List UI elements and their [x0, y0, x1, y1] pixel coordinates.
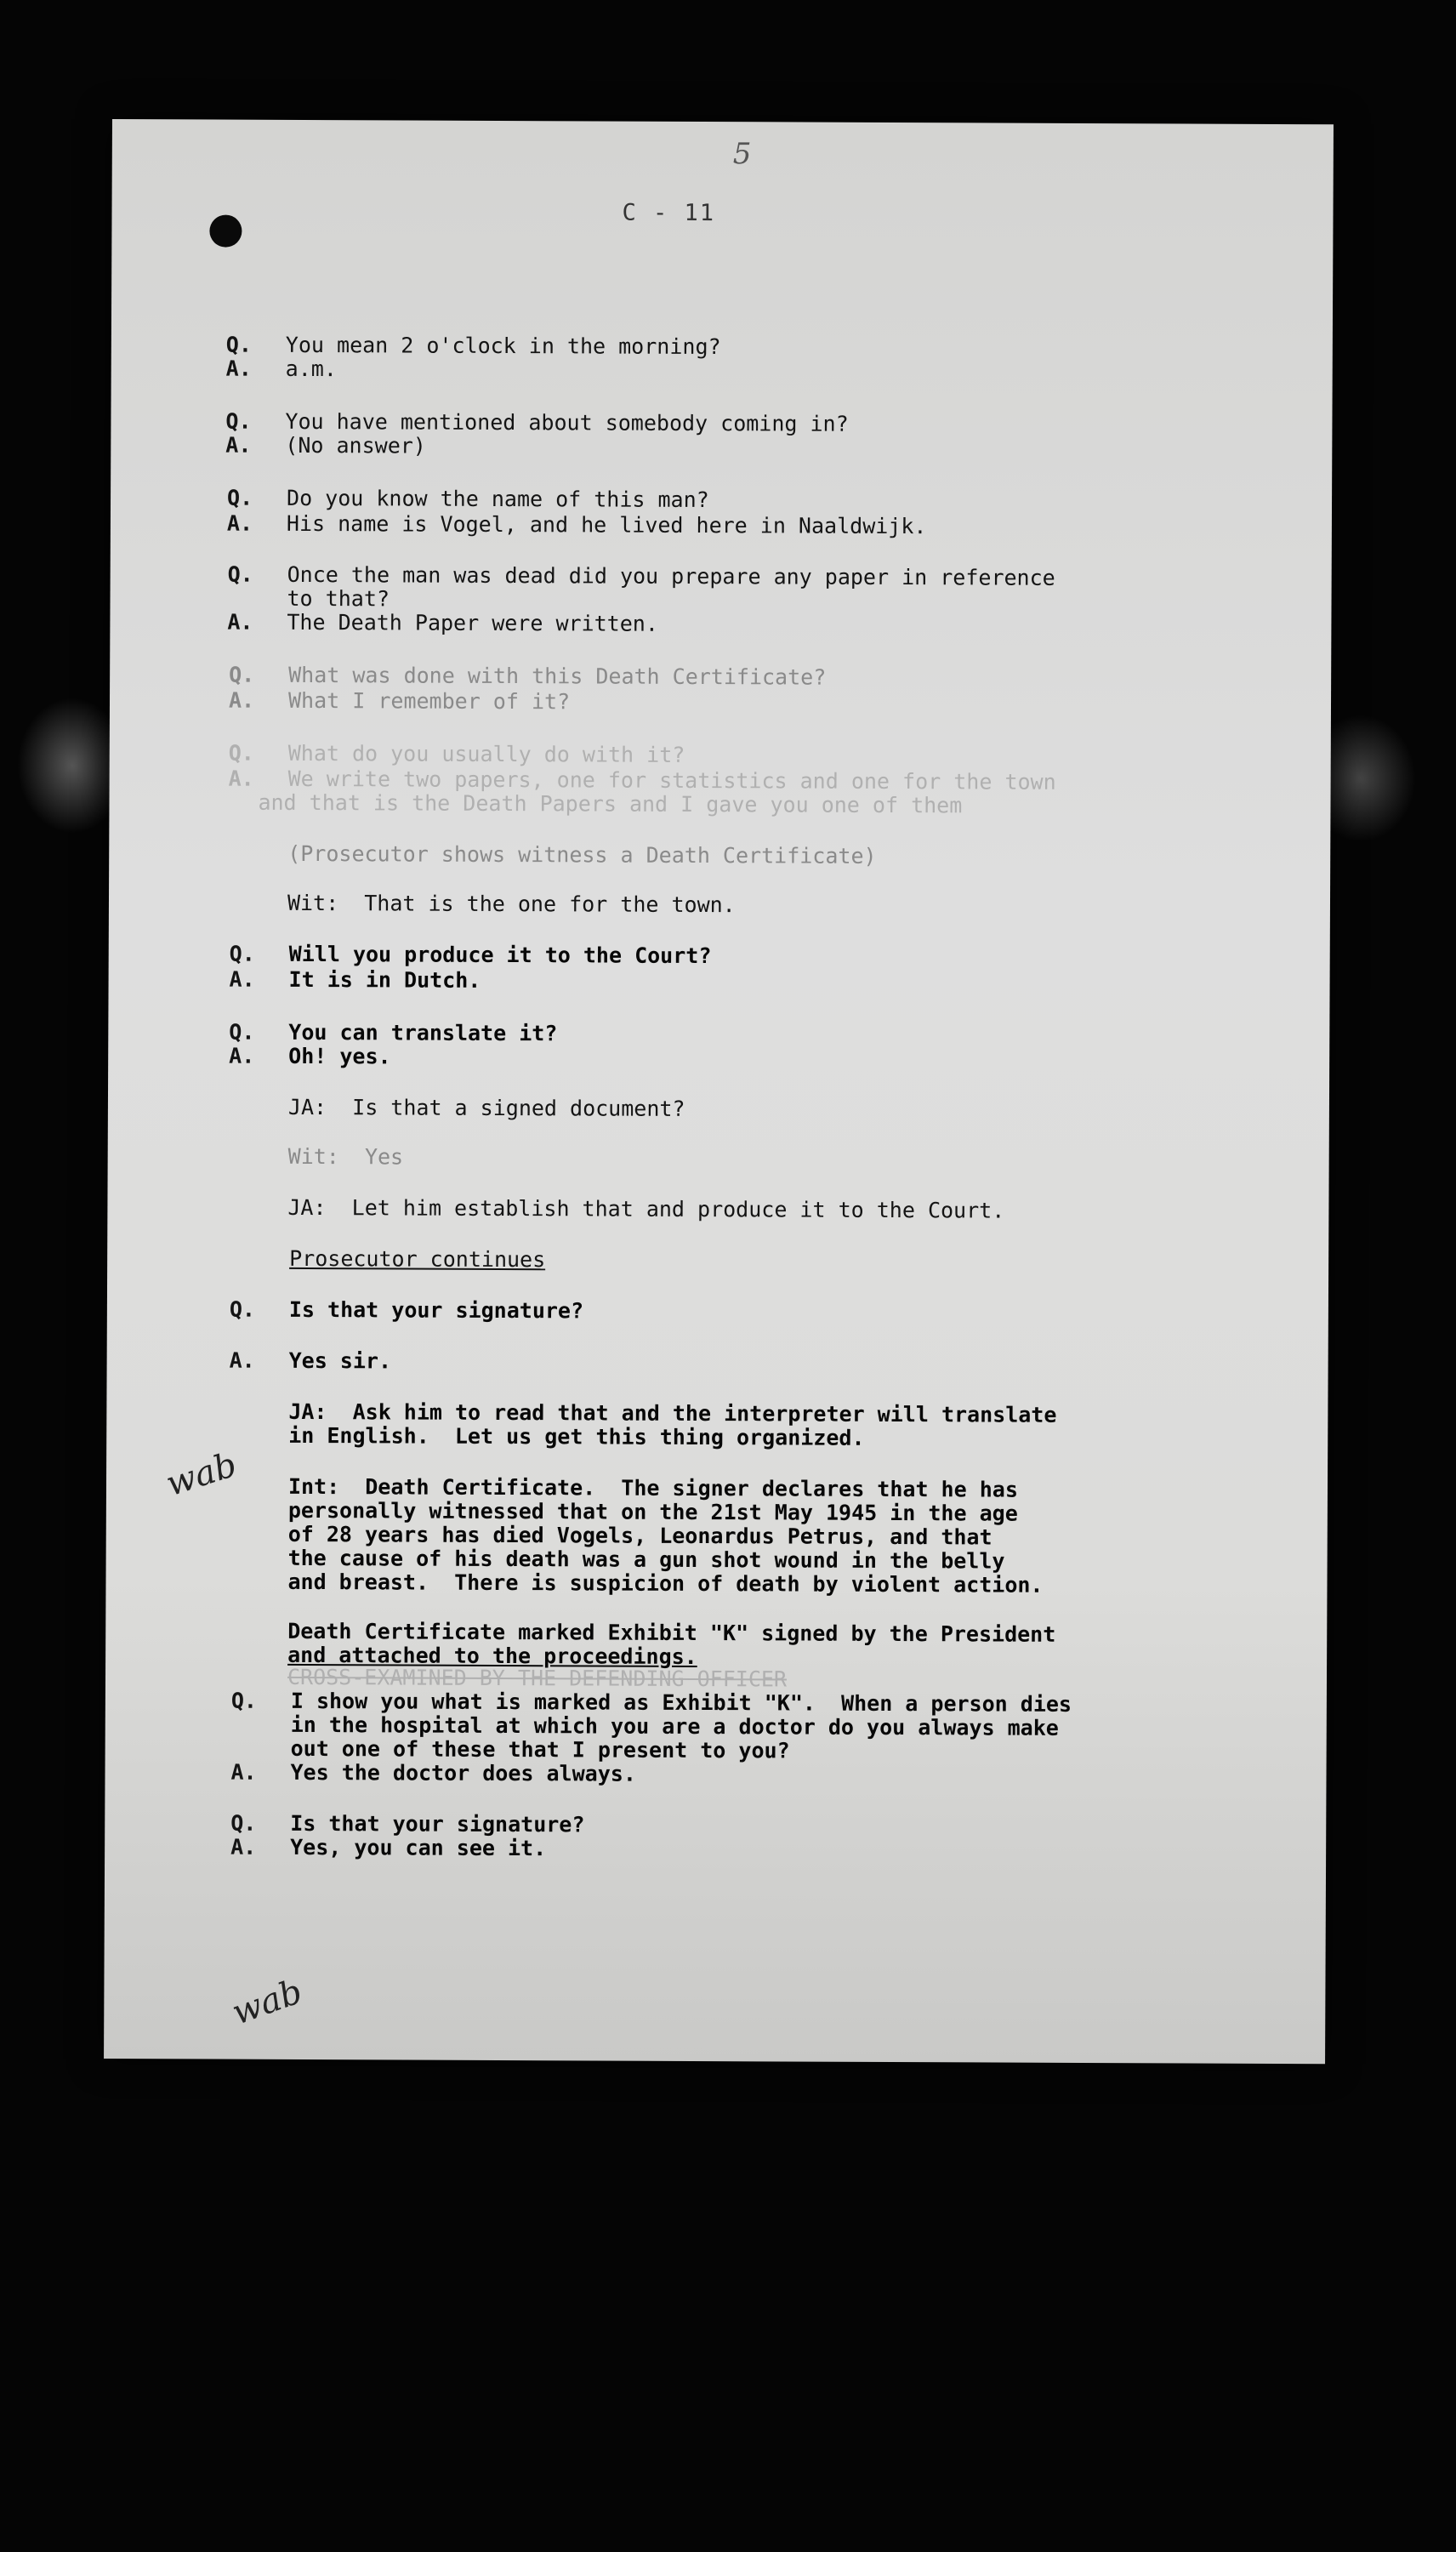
a-marker: A. [226, 510, 253, 536]
q-marker: Q. [230, 1688, 258, 1713]
q-marker: Q. [229, 941, 255, 966]
question-line: Once the man was dead did you prepare any paper in reference [287, 561, 1055, 590]
punch-hole [209, 215, 242, 248]
handwritten-page-number: 5 [732, 137, 752, 172]
question-line: Will you produce it to the Court? [288, 941, 712, 969]
interpreter-line: of 28 years has died Vogels, Leonardus Petrus, and that [287, 1521, 992, 1550]
a-marker: A. [225, 432, 252, 458]
q-marker: Q. [229, 1019, 255, 1045]
q-marker: Q. [225, 332, 253, 357]
page-identifier: C - 11 [622, 199, 716, 227]
q-marker: Q. [225, 408, 252, 434]
question-line: I show you what is marked as Exhibit "K". When a person dies [290, 1688, 1072, 1717]
a-marker: A. [225, 356, 252, 381]
interpreter-line: the cause of his death was a gun shot wound in the belly [287, 1545, 1005, 1574]
answer-line: Yes sir. [288, 1347, 392, 1374]
answer-line: It is in Dutch. [288, 966, 481, 993]
section-heading: Prosecutor continues [289, 1245, 546, 1273]
stage-direction: (Prosecutor shows witness a Death Certificate) [287, 840, 877, 869]
question-line: What was done with this Death Certificate? [288, 662, 827, 690]
judge-advocate-line: in English. Let us get this thing organized. [288, 1422, 865, 1450]
answer-line: Yes, you can see it. [290, 1834, 547, 1861]
handwritten-initials: wab [162, 1444, 242, 1505]
answer-line: (No answer) [285, 432, 426, 459]
question-continuation: to that? [287, 585, 390, 612]
judge-advocate-line: JA: Ask him to read that and the interpreter will translate [288, 1398, 1057, 1427]
answer-line: a.m. [285, 356, 338, 382]
question-line: You mean 2 o'clock in the morning? [285, 332, 721, 360]
question-line: Is that your signature? [290, 1810, 585, 1837]
answer-line: Yes the doctor does always. [290, 1759, 636, 1786]
answer-line: The Death Paper were written. [287, 609, 658, 636]
a-marker: A. [229, 1347, 255, 1373]
question-line: You have mentioned about somebody coming in? [285, 408, 849, 436]
answer-line: His name is Vogel, and he lived here in Naaldwijk. [286, 510, 927, 539]
a-marker: A. [230, 1834, 257, 1860]
q-marker: Q. [230, 1810, 257, 1836]
question-line: Is that your signature? [288, 1296, 584, 1324]
struck-heading: CROSS-EXAMINED BY THE DEFENDING OFFICER [287, 1664, 788, 1692]
interpreter-line: and breast. There is suspicion of death by violent action. [287, 1569, 1044, 1598]
question-continuation: in the hospital at which you are a doctor do you always make [290, 1712, 1059, 1740]
q-marker: Q. [227, 561, 253, 587]
judge-advocate-line: JA: Let him establish that and produce it to the Court. [287, 1194, 1005, 1223]
interpreter-line: Int: Death Certificate. The signer declares that he has [287, 1473, 1018, 1502]
a-marker: A. [227, 609, 253, 635]
answer-continuation: and that is the Death Papers and I gave you one of them [258, 789, 963, 818]
answer-line: What I remember of it? [287, 687, 571, 715]
q-marker: Q. [229, 1296, 256, 1322]
a-marker: A. [229, 1043, 255, 1068]
exhibit-note: and attached to the proceedings. [287, 1642, 697, 1670]
document-page [104, 119, 1334, 2064]
judge-advocate-line: JA: Is that a signed document? [287, 1094, 685, 1121]
q-marker: Q. [228, 740, 254, 766]
witness-line: Wit: That is the one for the town. [287, 890, 736, 918]
a-marker: A. [228, 687, 255, 713]
answer-line: Oh! yes. [288, 1043, 391, 1069]
a-marker: A. [230, 1759, 257, 1785]
handwritten-initials: wab [227, 1972, 308, 2033]
witness-line: Wit: Yes [287, 1143, 404, 1170]
exhibit-note: Death Certificate marked Exhibit "K" signed by the President [287, 1618, 1056, 1647]
answer-line: We write two papers, one for statistics and one for the town [287, 766, 1056, 795]
question-continuation: out one of these that I present to you? [290, 1735, 790, 1763]
interpreter-line: personally witnessed that on the 21st May 1945 in the age [287, 1497, 1018, 1526]
question-line: What do you usually do with it? [287, 740, 685, 767]
q-marker: Q. [229, 662, 255, 687]
a-marker: A. [229, 966, 255, 992]
question-line: You can translate it? [288, 1019, 558, 1046]
question-line: Do you know the name of this man? [286, 485, 709, 513]
q-marker: Q. [226, 485, 253, 510]
a-marker: A. [228, 766, 254, 791]
